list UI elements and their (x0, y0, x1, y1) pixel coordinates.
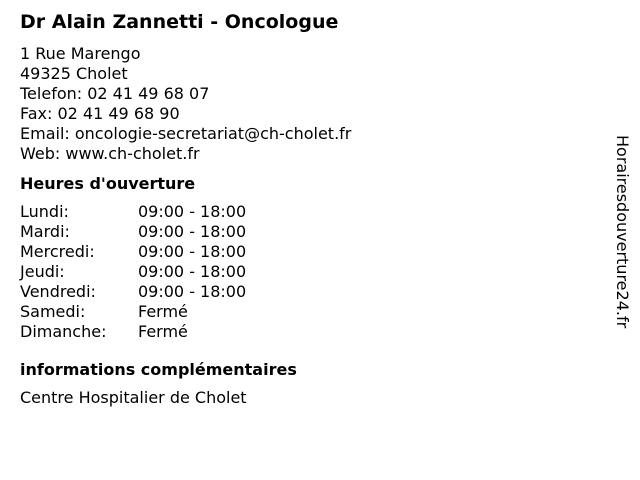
street-address: 1 Rue Marengo (20, 44, 141, 63)
hours-time: 09:00 - 18:00 (138, 262, 247, 281)
hours-day: Jeudi: (20, 262, 65, 281)
hours-row (20, 222, 246, 242)
hours-table (20, 202, 246, 342)
hours-day: Mardi: (20, 222, 70, 241)
hours-heading: Heures d'ouverture (20, 174, 196, 193)
hours-day: Vendredi: (20, 282, 96, 301)
hours-day: Samedi: (20, 302, 86, 321)
hours-row (20, 242, 246, 262)
extra-info-heading: informations complémentaires (20, 360, 297, 379)
hours-day: Lundi: (20, 202, 69, 221)
hours-row (20, 202, 246, 222)
hours-time: 09:00 - 18:00 (138, 242, 247, 261)
address-block (20, 44, 600, 164)
hours-row (20, 282, 246, 302)
hours-time: 09:00 - 18:00 (138, 202, 247, 221)
hours-day: Dimanche: (20, 322, 107, 341)
hours-row (20, 322, 246, 342)
hours-time: 09:00 - 18:00 (138, 222, 247, 241)
hours-time: Fermé (138, 302, 188, 321)
email-address: Email: oncologie-secretariat@ch-cholet.fr (20, 124, 352, 143)
listing-card (20, 8, 600, 408)
website-address: Web: www.ch-cholet.fr (20, 144, 200, 163)
extra-info-text: Centre Hospitalier de Cholet (20, 388, 247, 407)
hours-day: Mercredi: (20, 242, 95, 261)
hours-time: 09:00 - 18:00 (138, 282, 247, 301)
hours-row (20, 262, 246, 282)
page-title: Dr Alain Zannetti - Oncologue (20, 11, 339, 33)
phone-number: Telefon: 02 41 49 68 07 (20, 84, 210, 103)
hours-row (20, 302, 246, 322)
fax-number: Fax: 02 41 49 68 90 (20, 104, 180, 123)
watermark-label: Horairesdouverture24.fr (613, 135, 632, 329)
hours-time: Fermé (138, 322, 188, 341)
city-address: 49325 Cholet (20, 64, 128, 83)
